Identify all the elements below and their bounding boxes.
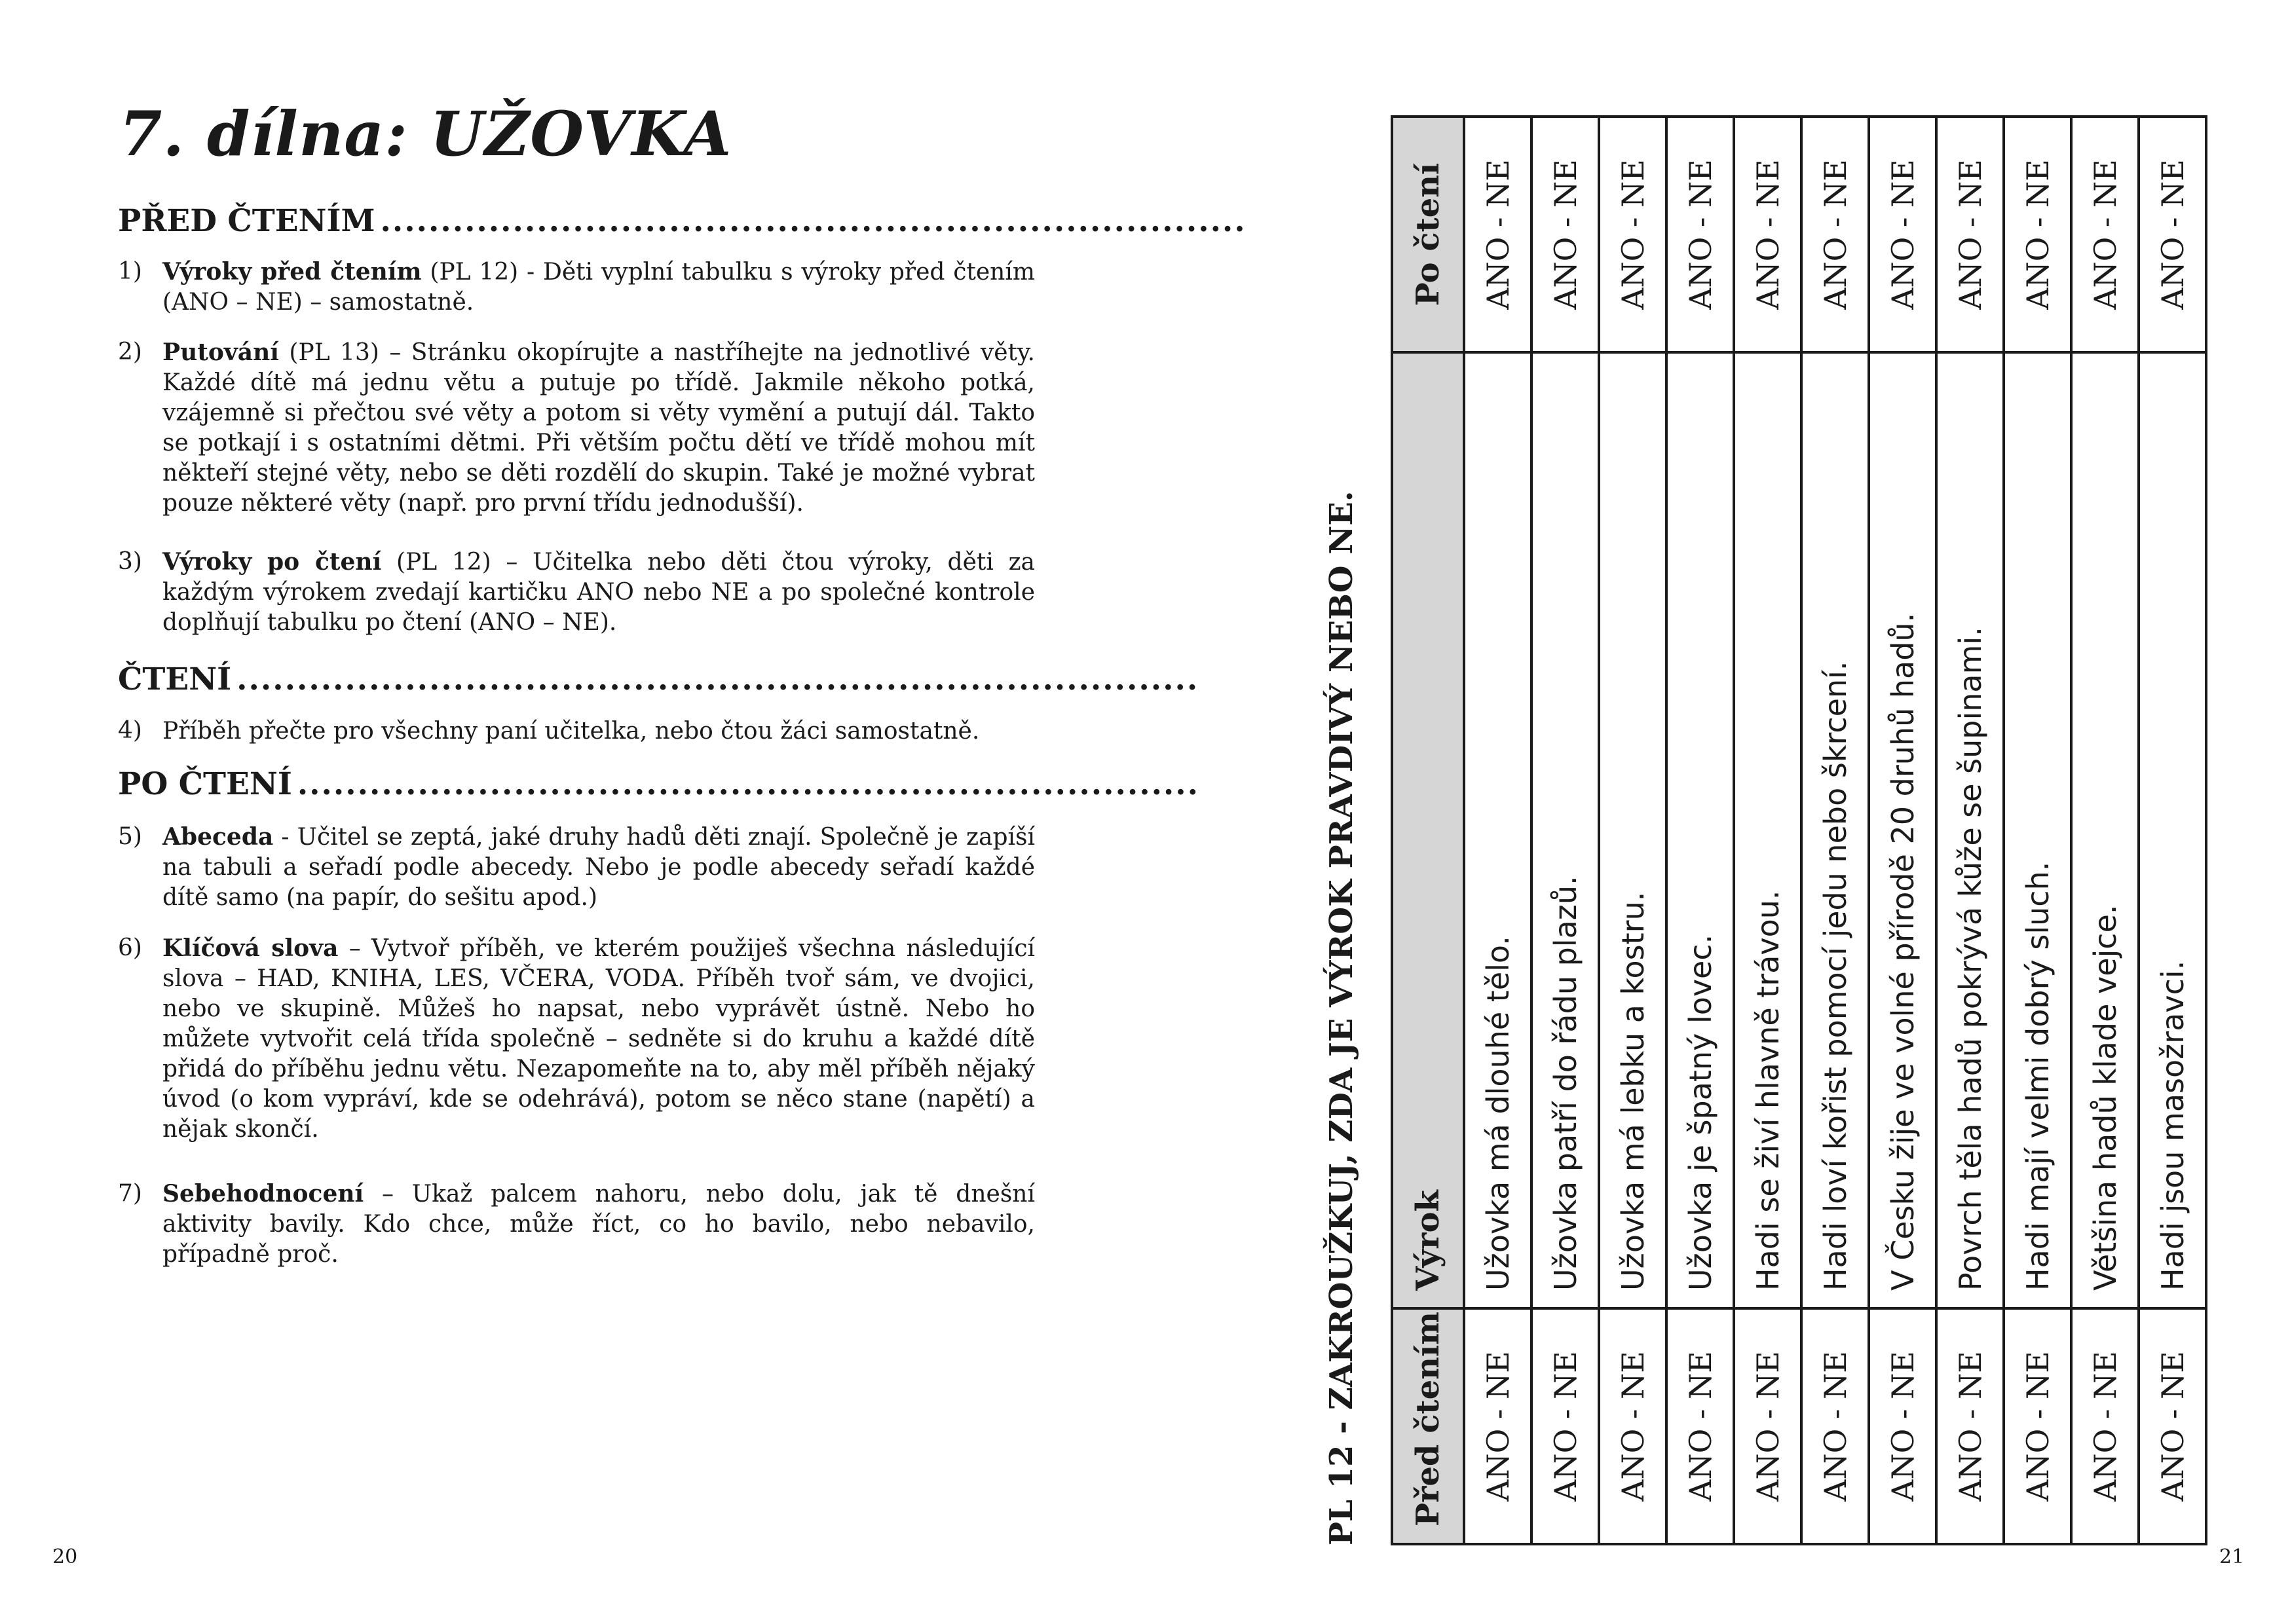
worksheet-table-body: [1464, 117, 2206, 1544]
section-heading-after-reading: [118, 766, 1200, 802]
section-heading-before-reading: [118, 203, 1247, 239]
list-item-text: [162, 716, 1035, 747]
answer-before-cell[interactable]: ANO - NE: [2139, 1308, 2206, 1544]
list-item-body: - Učitel se zeptá, jaké druhy hadů děti znají. Společně je zapíší na tabuli a seřadí podle abecedy. Nebo je podle abecedy seřadí každé dítě samo (na papír, do sešitu apod.): [162, 824, 1035, 911]
list-item-bold: Sebehodnocení: [162, 1180, 364, 1208]
list-item-number: 2): [118, 339, 142, 365]
column-header-statement: Výrok: [1392, 352, 1464, 1308]
list-item: [118, 337, 1035, 519]
section-heading-leader: ...........................................................................: [297, 766, 1200, 802]
list-item-text: [162, 822, 1035, 913]
answer-after-cell[interactable]: ANO - NE: [1869, 117, 1936, 352]
statement-cell: Užovka patří do řádu plazů.: [1531, 352, 1599, 1308]
column-header-before: Před čtením: [1392, 1308, 1464, 1544]
answer-after-cell[interactable]: ANO - NE: [2139, 117, 2206, 352]
answer-before-cell[interactable]: ANO - NE: [2004, 1308, 2071, 1544]
answer-before-cell[interactable]: ANO - NE: [1531, 1308, 1599, 1544]
list-item-text: [162, 933, 1035, 1145]
column-header-after: Po čtení: [1392, 117, 1464, 352]
table-row: [2004, 117, 2071, 1544]
section-heading-text: PO ČTENÍ: [118, 766, 292, 802]
list-item-body: – Ukaž palcem nahoru, nebo dolu, jak tě dnešní aktivity bavily. Kdo chce, může říct, co ho bavilo, nebo nebavilo, případně proč.: [162, 1181, 1035, 1268]
statement-cell: Hadi mají velmi dobrý sluch.: [2004, 352, 2071, 1308]
answer-after-cell[interactable]: ANO - NE: [1464, 117, 1531, 352]
answer-after-cell[interactable]: ANO - NE: [1666, 117, 1734, 352]
page-number-right: 21: [2219, 1545, 2245, 1568]
list-item-number: 6): [118, 934, 142, 961]
statement-cell: Většina hadů klade vejce.: [2071, 352, 2139, 1308]
worksheet-table: [1391, 115, 2207, 1545]
statement-cell: Užovka má dlouhé tělo.: [1464, 352, 1531, 1308]
list-item: [118, 547, 1035, 638]
list-item-text: [162, 337, 1035, 519]
statement-cell: Hadi jsou masožravci.: [2139, 352, 2206, 1308]
list-item-body: (PL 13) – Stránku okopírujte a nastříhejte na jednotlivé věty. Každé dítě má jednu větu a putuje po třídě. Jakmile někoho potká, vzájemně si přečtou své věty a potom si věty vymění a putují dál. Takto se potkají i s ostatními dětmi. Při větším počtu dětí ve třídě mohou mít někteří stejné věty, nebo se děti rozdělí do skupin. Také je možné vybrat pouze některé věty (např. pro první třídu jednodušší).: [162, 339, 1035, 517]
table-row: [1531, 117, 1599, 1544]
section-heading-leader: ................................................................................: [236, 661, 1199, 697]
answer-before-cell[interactable]: ANO - NE: [1464, 1308, 1531, 1544]
table-row: [1599, 117, 1666, 1544]
list-item: [118, 822, 1035, 913]
answer-before-cell[interactable]: ANO - NE: [2071, 1308, 2139, 1544]
list-item-body: – Vytvoř příběh, ve kterém použiješ všechna následující slova – HAD, KNIHA, LES, VČERA, VODA. Příběh tvoř sám, ve dvojici, nebo ve skupině. Můžeš ho napsat, nebo vyprávět ústně. Nebo ho můžete vytvořit celá třída společně – sedněte si do kruhu a každé dítě přidá do příběhu jednu větu. Nezapomeňte na to, aby měl příběh nějaký úvod (o kom vypráví, kde se odehrává), potom se něco stane (napětí) a nějak skončí.: [162, 935, 1035, 1143]
list-item: [118, 257, 1035, 318]
answer-after-cell[interactable]: ANO - NE: [2071, 117, 2139, 352]
worksheet-title: PL 12 - ZAKROUŽKUJ, ZDA JE VÝROK PRAVDIVÝ NEBO NE.: [1323, 490, 1360, 1545]
statement-cell: Užovka má lebku a kostru.: [1599, 352, 1666, 1308]
list-item-number: 5): [118, 823, 142, 850]
statement-cell: Hadi loví kořist pomocí jedu nebo škrcení.: [1801, 352, 1869, 1308]
list-item: [118, 933, 1035, 1145]
answer-after-cell[interactable]: ANO - NE: [1599, 117, 1666, 352]
answer-before-cell[interactable]: ANO - NE: [1801, 1308, 1869, 1544]
list-item-bold: Putování: [162, 339, 279, 366]
statement-cell: Užovka je špatný lovec.: [1666, 352, 1734, 1308]
list-item-text: [162, 257, 1035, 318]
list-item-body: Příběh přečte pro všechny paní učitelka, nebo čtou žáci samostatně.: [162, 718, 980, 745]
answer-after-cell[interactable]: ANO - NE: [1936, 117, 2004, 352]
answer-before-cell[interactable]: ANO - NE: [1936, 1308, 2004, 1544]
answer-before-cell[interactable]: ANO - NE: [1869, 1308, 1936, 1544]
list-item: [118, 1179, 1035, 1270]
answer-before-cell[interactable]: ANO - NE: [1599, 1308, 1666, 1544]
answer-after-cell[interactable]: ANO - NE: [1531, 117, 1599, 352]
table-row: [1464, 117, 1531, 1544]
list-item-bold: Výroky po čtení: [162, 548, 382, 576]
list-item-number: 4): [118, 717, 142, 744]
table-row: [1801, 117, 1869, 1544]
list-item-number: 1): [118, 258, 142, 285]
table-row: [2139, 117, 2206, 1544]
table-row: [1869, 117, 1936, 1544]
statement-cell: V Česku žije ve volné přírodě 20 druhů hadů.: [1869, 352, 1936, 1308]
section-heading-text: ČTENÍ: [118, 661, 232, 697]
statement-cell: Hadi se živí hlavně trávou.: [1734, 352, 1801, 1308]
list-item-bold: Výroky před čtením: [162, 258, 422, 286]
section-heading-text: PŘED ČTENÍM: [118, 203, 375, 239]
list-item-text: [162, 547, 1035, 638]
worksheet-rotated: [1309, 85, 2190, 1545]
answer-after-cell[interactable]: ANO - NE: [2004, 117, 2071, 352]
list-item-bold: Abeceda: [162, 823, 274, 851]
list-item-text: [162, 1179, 1035, 1270]
statement-cell: Povrch těla hadů pokrývá kůže se šupinami.: [1936, 352, 2004, 1308]
table-header-row: [1392, 117, 1464, 1544]
list-item-body: (PL 12) - Děti vyplní tabulku s výroky před čtením (ANO – NE) – samostatně.: [162, 259, 1035, 316]
answer-after-cell[interactable]: ANO - NE: [1801, 117, 1869, 352]
page-title: 7. dílna: UŽOVKA: [119, 98, 732, 170]
page-number-left: 20: [52, 1545, 78, 1568]
table-row: [1734, 117, 1801, 1544]
answer-before-cell[interactable]: ANO - NE: [1734, 1308, 1801, 1544]
list-item-number: 7): [118, 1180, 142, 1207]
list-item-body: (PL 12) – Učitelka nebo děti čtou výroky, děti za každým výrokem zvedají kartičku ANO nebo NE a po společné kontrole doplňují tabulku po čtení (ANO – NE).: [162, 549, 1035, 636]
answer-before-cell[interactable]: ANO - NE: [1666, 1308, 1734, 1544]
section-heading-leader: ........................................................................: [380, 203, 1247, 239]
list-item: [118, 716, 1035, 747]
table-row: [1936, 117, 2004, 1544]
list-item-number: 3): [118, 548, 142, 575]
answer-after-cell[interactable]: ANO - NE: [1734, 117, 1801, 352]
right-page: [1145, 0, 2290, 1624]
table-row: [1666, 117, 1734, 1544]
table-row: [2071, 117, 2139, 1544]
section-heading-reading: [118, 661, 1199, 697]
list-item-bold: Klíčová slova: [162, 934, 339, 962]
